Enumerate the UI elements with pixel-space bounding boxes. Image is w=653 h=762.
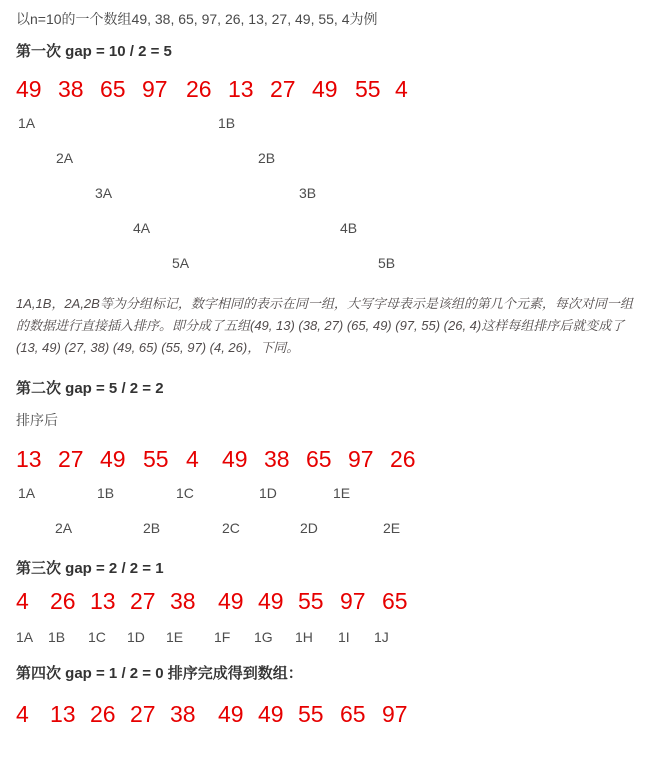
- pass1-group-staircase: [0, 114, 653, 289]
- group-label: 1A: [16, 629, 34, 645]
- group-label: 1B: [97, 485, 115, 501]
- array-value: 27: [130, 588, 156, 614]
- array-value: 65: [100, 76, 126, 102]
- sorted-label: 排序后: [16, 412, 58, 428]
- array-value: 49: [100, 446, 126, 472]
- group-label: 1D: [259, 485, 277, 501]
- array-value: 38: [170, 701, 196, 727]
- array-value: 55: [298, 588, 324, 614]
- group-label: 2C: [222, 520, 240, 536]
- array-value: 49: [218, 588, 244, 614]
- array-value: 97: [348, 446, 374, 472]
- array-value: 26: [90, 701, 116, 727]
- pass1-heading: 第一次 gap = 10 / 2 = 5: [16, 43, 172, 60]
- group-label: 2B: [143, 520, 161, 536]
- pass1-array-row: [0, 76, 653, 103]
- array-value: 65: [306, 446, 332, 472]
- group-label: 1A: [18, 485, 36, 501]
- group-label: 2E: [383, 520, 401, 536]
- group-label: 1F: [214, 629, 231, 645]
- array-value: 26: [390, 446, 416, 472]
- group-label: 5A: [172, 255, 190, 271]
- group-row-3: [0, 184, 653, 219]
- array-value: 13: [16, 446, 42, 472]
- array-value: 49: [258, 701, 284, 727]
- array-value: 13: [50, 701, 76, 727]
- group-label: 3B: [299, 185, 317, 201]
- array-value: 97: [340, 588, 366, 614]
- array-value: 27: [130, 701, 156, 727]
- array-value: 27: [58, 446, 84, 472]
- intro-text: 以n=10的一个数组49, 38, 65, 97, 26, 13, 27, 49, 55, 4为例: [16, 11, 378, 27]
- group-label: 1C: [88, 629, 106, 645]
- grouping-note: 1A,1B，2A,2B等为分组标记，数字相同的表示在同一组，大写字母表示是该组的第几个元素，每次对同一组的数据进行直接插入排序。即分成了五组(49, 13) (38, 27) (65, 49) (97, 55) (26, 4)这样每组排序后就变成了(13, 49) (27, 38) (49, 65) (55, 97) (4, 26)，下同。: [16, 296, 633, 355]
- array-value: 13: [90, 588, 116, 614]
- group-label: 1A: [18, 115, 36, 131]
- array-value: 26: [186, 76, 212, 102]
- array-value: 65: [382, 588, 408, 614]
- array-value: 49: [258, 588, 284, 614]
- pass3-group-row: [0, 628, 653, 646]
- array-value: 49: [218, 701, 244, 727]
- array-value: 4: [186, 446, 199, 472]
- group-label: 1C: [176, 485, 194, 501]
- array-value: 97: [382, 701, 408, 727]
- group-label: 4B: [340, 220, 358, 236]
- group-label: 1H: [295, 629, 313, 645]
- group-label: 2D: [300, 520, 318, 536]
- group-label: 1J: [374, 629, 389, 645]
- array-value: 55: [298, 701, 324, 727]
- group-label: 1B: [48, 629, 66, 645]
- array-value: 4: [16, 588, 29, 614]
- array-value: 49: [222, 446, 248, 472]
- array-value: 38: [170, 588, 196, 614]
- group-row-2: [0, 149, 653, 184]
- group-label: 2A: [55, 520, 73, 536]
- array-value: 55: [355, 76, 381, 102]
- pass2-array-row: [0, 446, 653, 473]
- pass2-group-row-1: [0, 484, 653, 519]
- array-value: 27: [270, 76, 296, 102]
- group-label: 1D: [127, 629, 145, 645]
- array-value: 97: [142, 76, 168, 102]
- pass2-group-row-2: [0, 519, 653, 554]
- array-value: 4: [16, 701, 29, 727]
- array-value: 26: [50, 588, 76, 614]
- group-label: 1E: [333, 485, 351, 501]
- array-value: 49: [16, 76, 42, 102]
- group-label: 3A: [95, 185, 113, 201]
- pass4-heading: 第四次 gap = 1 / 2 = 0 排序完成得到数组：: [16, 665, 303, 682]
- group-label: 2B: [258, 150, 276, 166]
- pass4-array-row: [0, 701, 653, 728]
- group-label: 2A: [56, 150, 74, 166]
- array-value: 38: [58, 76, 84, 102]
- pass3-array-row: [0, 588, 653, 615]
- pass2-heading: 第二次 gap = 5 / 2 = 2: [16, 380, 164, 397]
- group-row-5: [0, 254, 653, 289]
- group-label: 1G: [254, 629, 273, 645]
- array-value: 49: [312, 76, 338, 102]
- group-row-4: [0, 219, 653, 254]
- array-value: 38: [264, 446, 290, 472]
- group-label: 5B: [378, 255, 396, 271]
- pass3-heading: 第三次 gap = 2 / 2 = 1: [16, 560, 164, 577]
- group-row-1: [0, 114, 653, 149]
- group-label: 1B: [218, 115, 236, 131]
- array-value: 13: [228, 76, 254, 102]
- group-label: 1I: [338, 629, 350, 645]
- array-value: 65: [340, 701, 366, 727]
- array-value: 55: [143, 446, 169, 472]
- array-value: 4: [395, 76, 408, 102]
- group-label: 4A: [133, 220, 151, 236]
- group-label: 1E: [166, 629, 184, 645]
